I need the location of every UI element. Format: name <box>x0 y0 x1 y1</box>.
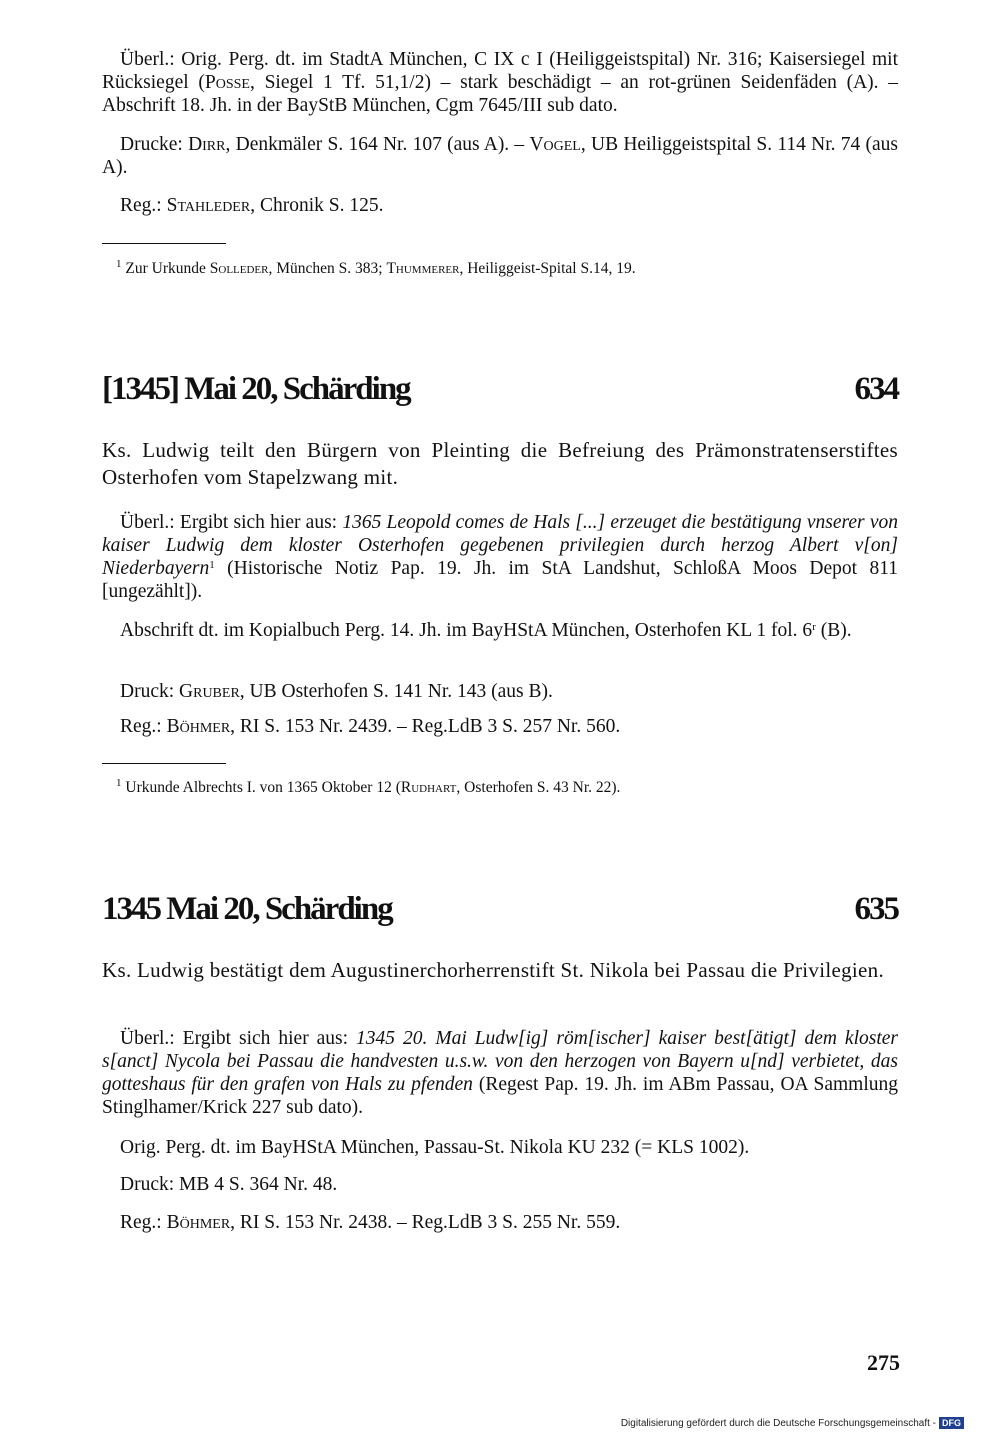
author-name: Gruber <box>179 681 240 702</box>
text-run: (Regest Pap. 19. Jh. im ABm Passau, OA Sammlung Stinglhamer/Krick 227 sub dato). <box>102 1074 898 1118</box>
text-run: Zur Urkunde <box>121 260 210 277</box>
abschrift-paragraph <box>102 619 898 642</box>
dfg-logo: DFG <box>939 1417 964 1429</box>
druck-paragraph: Druck: MB 4 S. 364 Nr. 48. <box>120 1174 338 1195</box>
author-name: Thummerer <box>386 260 460 277</box>
text-run: Reg.: <box>120 716 167 737</box>
text-run: Drucke: <box>120 134 189 155</box>
page-number: 275 <box>867 1350 900 1375</box>
druck-paragraph <box>102 680 898 703</box>
author-name: Rudhart <box>400 779 457 796</box>
author-name: Böhmer <box>166 1212 231 1233</box>
text-run: , Osterhofen S. 43 Nr. 22). <box>456 779 621 796</box>
footnote-mark: 1 <box>116 258 122 270</box>
text-run: , UB Osterhofen S. 141 Nr. 143 (aus B). <box>239 681 553 702</box>
entry-summary: Ks. Ludwig bestätigt dem Augustinerchorherrenstift St. Nikola bei Passau die Privilegien. <box>102 958 884 982</box>
quoted-source-text: 1365 Leopold comes de Hals [...] erzeuget die bestätigung vnserer von kaiser Ludwig dem kloster Osterhofen gegebenen privilegien durch herzog Albert v[on] Niederbayern <box>102 512 898 579</box>
text-run: Abschrift dt. im Kopialbuch Perg. 14. Jh. im BayHStA München, Osterhofen KL 1 fol. 6 <box>120 620 813 641</box>
text-run: , UB Heiliggeistspital S. 114 Nr. 74 (aus A). <box>102 134 898 178</box>
author-name: Böhmer <box>166 716 231 737</box>
ueberlieferung-paragraph <box>102 511 898 603</box>
text-run: Urkunde Albrechts I. von 1365 Oktober 12 ( <box>121 779 401 796</box>
author-name: Vogel <box>529 134 581 155</box>
text-run: , München S. 383; <box>268 260 387 277</box>
footnote-rule <box>102 243 226 244</box>
entry-number: 635 <box>854 891 898 927</box>
footnote-rule <box>102 763 226 764</box>
ueberlieferung-paragraph <box>102 1027 898 1119</box>
text-run: , RI S. 153 Nr. 2438. – Reg.LdB 3 S. 255 Nr. 559. <box>230 1212 621 1233</box>
entry-summary: Ks. Ludwig teilt den Bürgern von Pleinting die Befreiung des Prämonstratenserstiftes Osterhofen vom Stapelzwang mit. <box>102 438 898 489</box>
author-name: Dirr <box>188 134 226 155</box>
entry-date-place: [1345] Mai 20, Schärding <box>102 371 410 407</box>
text-run: Überl.: Ergibt sich hier aus: <box>120 512 343 533</box>
quoted-source-text: 1345 20. Mai Ludw[ig] röm[ischer] kaiser best[ätigt] dem kloster s[anct] Nycola bei Passau die handvesten u.s.w. von den herzogen von Bayern u[nd] verbietet, das gotteshaus für den grafen von Hals zu pfenden <box>102 1028 899 1095</box>
author-name: Posse <box>204 72 250 93</box>
drucke-paragraph <box>102 133 898 179</box>
text-run: , RI S. 153 Nr. 2439. – Reg.LdB 3 S. 257 Nr. 560. <box>230 716 621 737</box>
author-name: Solleder <box>209 260 269 277</box>
footnote <box>116 778 896 797</box>
credit-text: Digitalisierung gefördert durch die Deutsche Forschungsgemeinschaft - <box>620 1418 936 1429</box>
text-run: (B). <box>815 620 852 641</box>
entry-number: 634 <box>854 371 898 407</box>
footnote-mark: 1 <box>209 559 215 571</box>
text-run: Reg.: <box>120 1212 167 1233</box>
folio-mark: r <box>812 621 816 633</box>
regest-paragraph <box>102 1211 898 1234</box>
footnote <box>116 259 896 278</box>
text-run: Überl.: Orig. Perg. dt. im StadtA München, C IX c I (Heiliggeistspital) Nr. 316; Kaisersiegel mit Rücksiegel ( <box>102 49 898 93</box>
text-run: , Chronik S. 125. <box>250 195 384 216</box>
entry-date-place: 1345 Mai 20, Schärding <box>102 891 392 927</box>
text-run: (Historische Notiz Pap. 19. Jh. im StA Landshut, SchloßA Moos Depot 811 [ungezählt]). <box>102 558 898 602</box>
text-run: Druck: <box>120 681 180 702</box>
regest-paragraph <box>102 194 898 217</box>
text-run: , Siegel 1 Tf. 51,1/2) – stark beschädigt – an rot-grünen Seidenfäden (A). – Abschrift 18. Jh. in der BayStB München, Cgm 7645/III sub dato. <box>102 72 899 116</box>
text-run: Reg.: <box>120 195 167 216</box>
ueberlieferung-paragraph <box>102 48 898 117</box>
regest-paragraph <box>102 715 898 738</box>
text-run: , Denkmäler S. 164 Nr. 107 (aus A). – <box>225 134 530 155</box>
footnote-mark: 1 <box>116 777 122 789</box>
entry-heading-634 <box>102 371 898 415</box>
entry-heading-635 <box>102 891 898 935</box>
text-run: , Heiliggeist-Spital S.14, 19. <box>459 260 636 277</box>
author-name: Stahleder <box>166 195 251 216</box>
original-paragraph: Orig. Perg. dt. im BayHStA München, Passau-St. Nikola KU 232 (= KLS 1002). <box>120 1137 750 1158</box>
text-run: Überl.: Ergibt sich hier aus: <box>120 1028 357 1049</box>
digitization-credit <box>621 1417 964 1429</box>
